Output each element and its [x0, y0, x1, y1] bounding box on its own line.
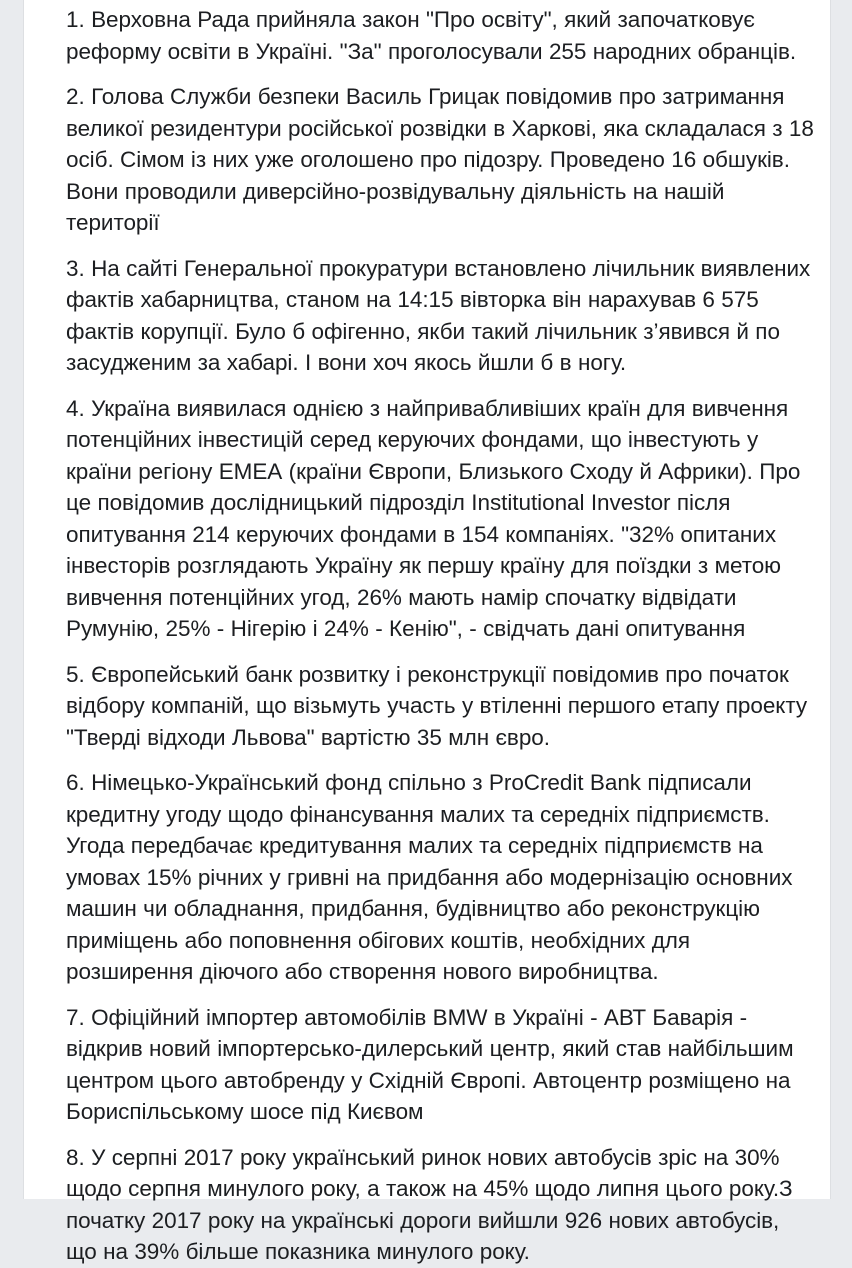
- news-item-3: 3. На сайті Генеральної прокуратури встановлено лічильник виявлених фактів хабарництва, станом на 14:15 вівторка він нарахував 6 575 фактів корупції. Було б офігенно, якби такий лічильник з’явився й по засудженим за хабарі. І вони хоч якось йшли б в ногу.: [66, 255, 811, 375]
- news-item-2: 2. Голова Служби безпеки Василь Грицак повідомив про затримання великої резидентури російської розвідки в Харкові, яка складалася з 18 осіб. Сімом із них уже оголошено про підозру. Проведено 16 обшуків. Вони проводили диверсійно-розвідувальну діяльність на нашій території: [66, 84, 814, 235]
- news-item-5: 5. Європейський банк розвитку і реконструкції повідомив про початок відбору компаній, що візьмуть участь у втіленні першого етапу проекту "Тверді відходи Львова" вартістю 35 млн євро.: [66, 661, 808, 750]
- post-card: [23, 0, 831, 1264]
- post-body: [22, 0, 830, 1268]
- news-item-7: 7. Офіційний імпортер автомобілів BMW в Україні - АВТ Баварія - відкрив новий імпортерсько-дилерський центр, який став найбільшим центром цього автобренду у Східній Європі. Автоцентр розміщено на Бориспільському шосе під Києвом: [66, 1004, 794, 1124]
- news-item-1: 1. Верховна Рада прийняла закон "Про освіту", який започатковує реформу освіти в Україні. "За" проголосували 255 народних обранців.: [66, 7, 797, 64]
- news-item-8: 8. У серпні 2017 року український ринок нових автобусів зріс на 30% щодо серпня минулого року, а також на 45% щодо липня цього року.З початку 2017 року на українські дороги вийшли 926 нових автобусів, що на 39% більше показника минулого року.: [66, 1144, 793, 1264]
- news-item-4: 4. Україна виявилася однією з найпривабливіших країн для вивчення потенційних інвестицій серед керуючих фондами, що інвестують у країни регіону ЕМЕА (країни Європи, Близького Сходу й Африки). Про це повідомив дослідницький підрозділ Institutional Investor після опитування 214 керуючих фондами в 154 компаніях. "32% опитаних інвесторів розглядають Україну як першу країну для поїздки з метою вивчення потенційних угод, 26% мають намір спочатку відвідати Румунію, 25% - Нігерію і 24% - Кенію", - свідчать дані опитування: [66, 395, 801, 641]
- news-item-6: 6. Німецько-Український фонд спільно з ProCredit Bank підписали кредитну угоду щодо фінансування малих та середніх підприємств. Угода передбачає кредитування малих та середніх підприємств на умовах 15% річних у гривні на придбання або модернізацію основних машин чи обладнання, придбання, будівництво або реконструкцію приміщень або поповнення обігових коштів, необхідних для розширення діючого або створення нового виробництва.: [66, 770, 793, 984]
